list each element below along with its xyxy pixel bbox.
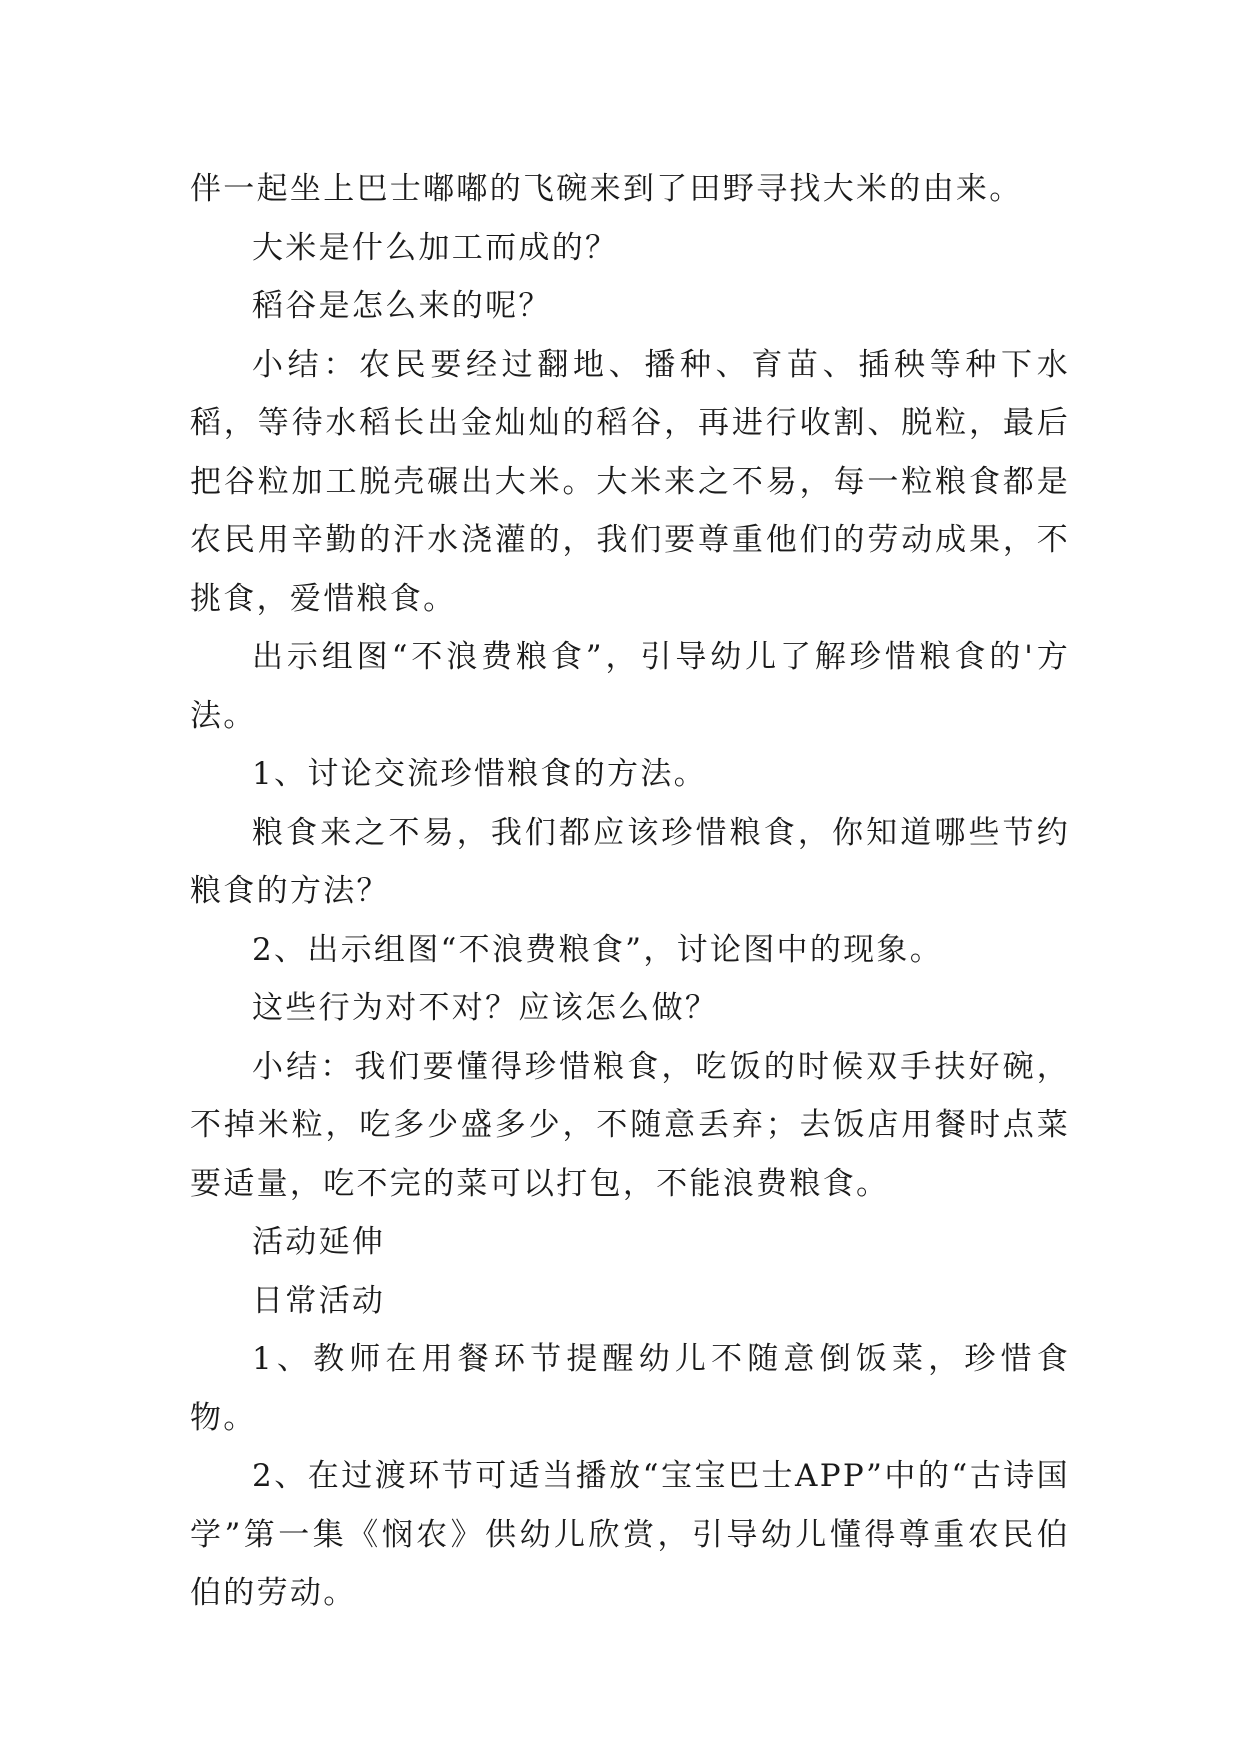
paragraph-question-behavior: 这些行为对不对？应该怎么做？	[252, 990, 719, 1026]
paragraph-question-save-food: 粮食来之不易，我们都应该珍惜粮食，你知道哪些节约粮食的方法？	[190, 814, 1070, 909]
document-body	[190, 160, 1070, 1623]
paragraph-step-1-discuss: 1、讨论交流珍惜粮食的方法。	[252, 756, 707, 792]
paragraph-step-2-pictures: 2、出示组图“不浪费粮食”，讨论图中的现象。	[252, 931, 944, 968]
paragraph-summary-cherish-food: 小结：我们要懂得珍惜粮食，吃饭的时候双手扶好碗，不掉米粒，吃多少盛多少，不随意丢弃；去饭店用餐时点菜要适量，吃不完的菜可以打包，不能浪费粮食。	[190, 1048, 1070, 1202]
paragraph-show-pictures: 出示组图“不浪费粮食”，引导幼儿了解珍惜粮食的'方法。	[190, 639, 1070, 734]
heading-activity-extension: 活动延伸	[252, 1224, 386, 1260]
paragraph-question-grain-origin: 稻谷是怎么来的呢？	[252, 288, 552, 324]
heading-daily-activities: 日常活动	[252, 1282, 386, 1319]
paragraph-continuation: 伴一起坐上巴士嘟嘟的飞碗来到了田野寻找大米的由来。	[190, 171, 1023, 207]
paragraph-daily-item-2: 2、在过渡环节可适当播放“宝宝巴士APP”中的“古诗国学”第一集《悯农》供幼儿欣赏，引导幼儿懂得尊重农民伯伯的劳动。	[190, 1458, 1070, 1611]
paragraph-summary-farming: 小结：农民要经过翻地、播种、育苗、插秧等种下水稻，等待水稻长出金灿灿的稻谷，再进行收割、脱粒，最后把谷粒加工脱壳碾出大米。大米来之不易，每一粒粮食都是农民用辛勤的汗水浇灌的，我们要尊重他们的劳动成果，不挑食，爱惜粮食。	[190, 346, 1070, 617]
paragraph-question-rice-origin: 大米是什么加工而成的？	[252, 229, 619, 266]
paragraph-daily-item-1: 1、教师在用餐环节提醒幼儿不随意倒饭菜，珍惜食物。	[190, 1341, 1070, 1436]
